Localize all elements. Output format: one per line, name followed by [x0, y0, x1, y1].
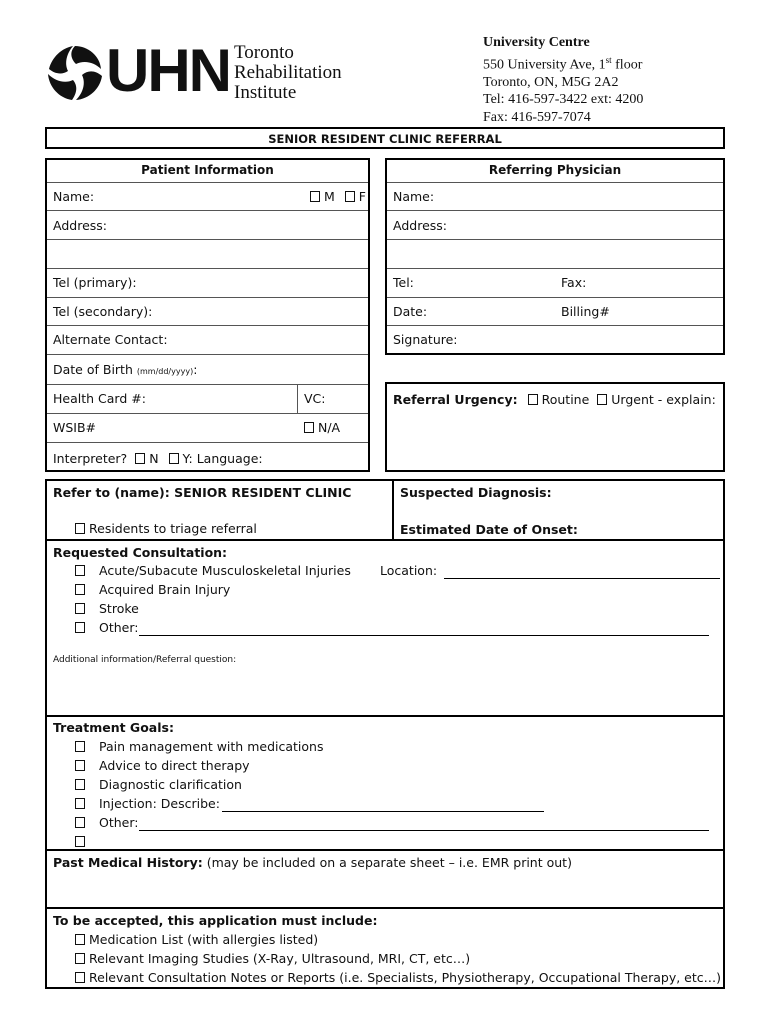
suspected-diagnosis-label: Suspected Diagnosis: — [400, 485, 552, 500]
goal-checkbox[interactable] — [75, 836, 85, 847]
tel-primary-input[interactable] — [139, 273, 359, 291]
goal-item: Other: — [75, 815, 138, 830]
physician-tel-label: Tel: — [393, 275, 414, 290]
requirement-checkbox[interactable] — [75, 934, 85, 945]
interpreter-row: Interpreter? N Y: Language: — [53, 451, 263, 466]
urgency-row: Referral Urgency: Routine Urgent - explain: — [393, 392, 716, 407]
logo-uhn: UHN — [106, 37, 230, 104]
requirement-item: Medication List (with allergies listed) — [75, 932, 318, 947]
logo-line-1: Toronto — [234, 42, 294, 63]
patient-address-label: Address: — [53, 218, 107, 233]
refer-to-label: Refer to (name): SENIOR RESIDENT CLINIC — [53, 485, 352, 500]
patient-address-input[interactable] — [111, 216, 361, 234]
physician-signature-label: Signature: — [393, 332, 458, 347]
patient-header: Patient Information — [141, 163, 274, 177]
address-city: Toronto, ON, M5G 2A2 — [483, 74, 619, 90]
abi-checkbox[interactable] — [75, 584, 85, 595]
goal-checkbox[interactable] — [75, 798, 85, 809]
goal-item: Advice to direct therapy — [75, 758, 250, 773]
consult-other-checkbox[interactable] — [75, 622, 85, 633]
goals-header: Treatment Goals: — [53, 720, 174, 735]
form-title: SENIOR RESIDENT CLINIC REFERRAL — [268, 132, 502, 146]
goal-checkbox[interactable] — [75, 760, 85, 771]
physician-billing-label: Billing# — [561, 304, 610, 319]
stroke-checkbox[interactable] — [75, 603, 85, 614]
wsib-na-option: N/A — [304, 420, 340, 435]
logo — [44, 38, 364, 108]
treatment-goals-section — [45, 715, 725, 851]
consult-item: Stroke — [75, 601, 139, 616]
requirement-checkbox[interactable] — [75, 972, 85, 983]
goal-other-line[interactable] — [139, 830, 709, 831]
consult-item: Acquired Brain Injury — [75, 582, 230, 597]
msk-checkbox[interactable] — [75, 565, 85, 576]
triage-option: Residents to triage referral — [75, 521, 257, 536]
interpreter-y-checkbox[interactable] — [169, 453, 179, 464]
goal-checkbox[interactable] — [75, 817, 85, 828]
tel-secondary-label: Tel (secondary): — [53, 304, 153, 319]
consult-item: Acute/Subacute Musculoskeletal Injuries — [75, 563, 351, 578]
requirement-checkbox[interactable] — [75, 953, 85, 964]
requirement-item: Relevant Imaging Studies (X-Ray, Ultrasound, MRI, CT, etc…) — [75, 951, 470, 966]
requirements-section — [45, 907, 725, 989]
clinic-address — [483, 34, 643, 126]
requirement-item: Relevant Consultation Notes or Reports (i.e. Specialists, Physiotherapy, Occupational Therapy, etc…) — [75, 970, 721, 985]
consultation-section — [45, 539, 725, 717]
wsib-label: WSIB# — [53, 420, 97, 435]
goal-item: Diagnostic clarification — [75, 777, 242, 792]
consult-other-line[interactable] — [139, 635, 709, 636]
wsib-na-checkbox[interactable] — [304, 422, 314, 433]
refer-section — [45, 479, 725, 541]
patient-name-label: Name: — [53, 189, 95, 204]
uhn-swirl-icon — [44, 42, 106, 104]
sex-m-checkbox[interactable] — [310, 191, 320, 202]
goal-checkbox[interactable] — [75, 779, 85, 790]
logo-line-3: Institute — [234, 82, 297, 103]
address-street: 550 University Ave, 1st floor — [483, 54, 643, 73]
vc-label: VC: — [304, 391, 326, 406]
consult-item: Other: — [75, 620, 138, 635]
sex-options: M F — [310, 189, 366, 204]
additional-info-label: Additional information/Referral question: — [53, 655, 237, 665]
goal-item: Pain management with medications — [75, 739, 323, 754]
interpreter-n-checkbox[interactable] — [135, 453, 145, 464]
goal-checkbox[interactable] — [75, 741, 85, 752]
logo-line-2: Rehabilitation — [234, 62, 342, 83]
history-label: Past Medical History: (may be included on a separate sheet – i.e. EMR print out) — [53, 855, 572, 870]
injection-line[interactable] — [222, 811, 544, 812]
onset-date-label: Estimated Date of Onset: — [400, 522, 578, 537]
urgent-checkbox[interactable] — [597, 394, 607, 405]
physician-section — [385, 158, 725, 355]
form-title-box — [45, 127, 725, 149]
routine-checkbox[interactable] — [528, 394, 538, 405]
physician-address-label: Address: — [393, 218, 447, 233]
physician-fax-label: Fax: — [561, 275, 587, 290]
location-label: Location: — [380, 563, 438, 578]
physician-name-label: Name: — [393, 189, 435, 204]
sex-f-checkbox[interactable] — [345, 191, 355, 202]
goal-item — [75, 834, 99, 849]
urgency-section — [385, 382, 725, 472]
triage-checkbox[interactable] — [75, 523, 85, 534]
physician-date-label: Date: — [393, 304, 428, 319]
address-fax: Fax: 416-597-7074 — [483, 109, 591, 125]
requirements-header: To be accepted, this application must include: — [53, 913, 378, 928]
dob-label: Date of Birth (mm/dd/yyyy): — [53, 362, 198, 377]
health-card-label: Health Card #: — [53, 391, 146, 406]
location-line[interactable] — [444, 578, 720, 579]
physician-header: Referring Physician — [488, 163, 622, 177]
tel-primary-label: Tel (primary): — [53, 275, 137, 290]
alt-contact-label: Alternate Contact: — [53, 332, 168, 347]
patient-name-input[interactable] — [99, 187, 299, 205]
patient-info-section — [45, 158, 370, 472]
physician-name-input[interactable] — [439, 187, 709, 205]
address-name: University Centre — [483, 35, 590, 50]
address-tel: Tel: 416-597-3422 ext: 4200 — [483, 92, 644, 108]
history-section — [45, 849, 725, 909]
goal-item: Injection: Describe: — [75, 796, 220, 811]
consultation-header: Requested Consultation: — [53, 545, 228, 560]
